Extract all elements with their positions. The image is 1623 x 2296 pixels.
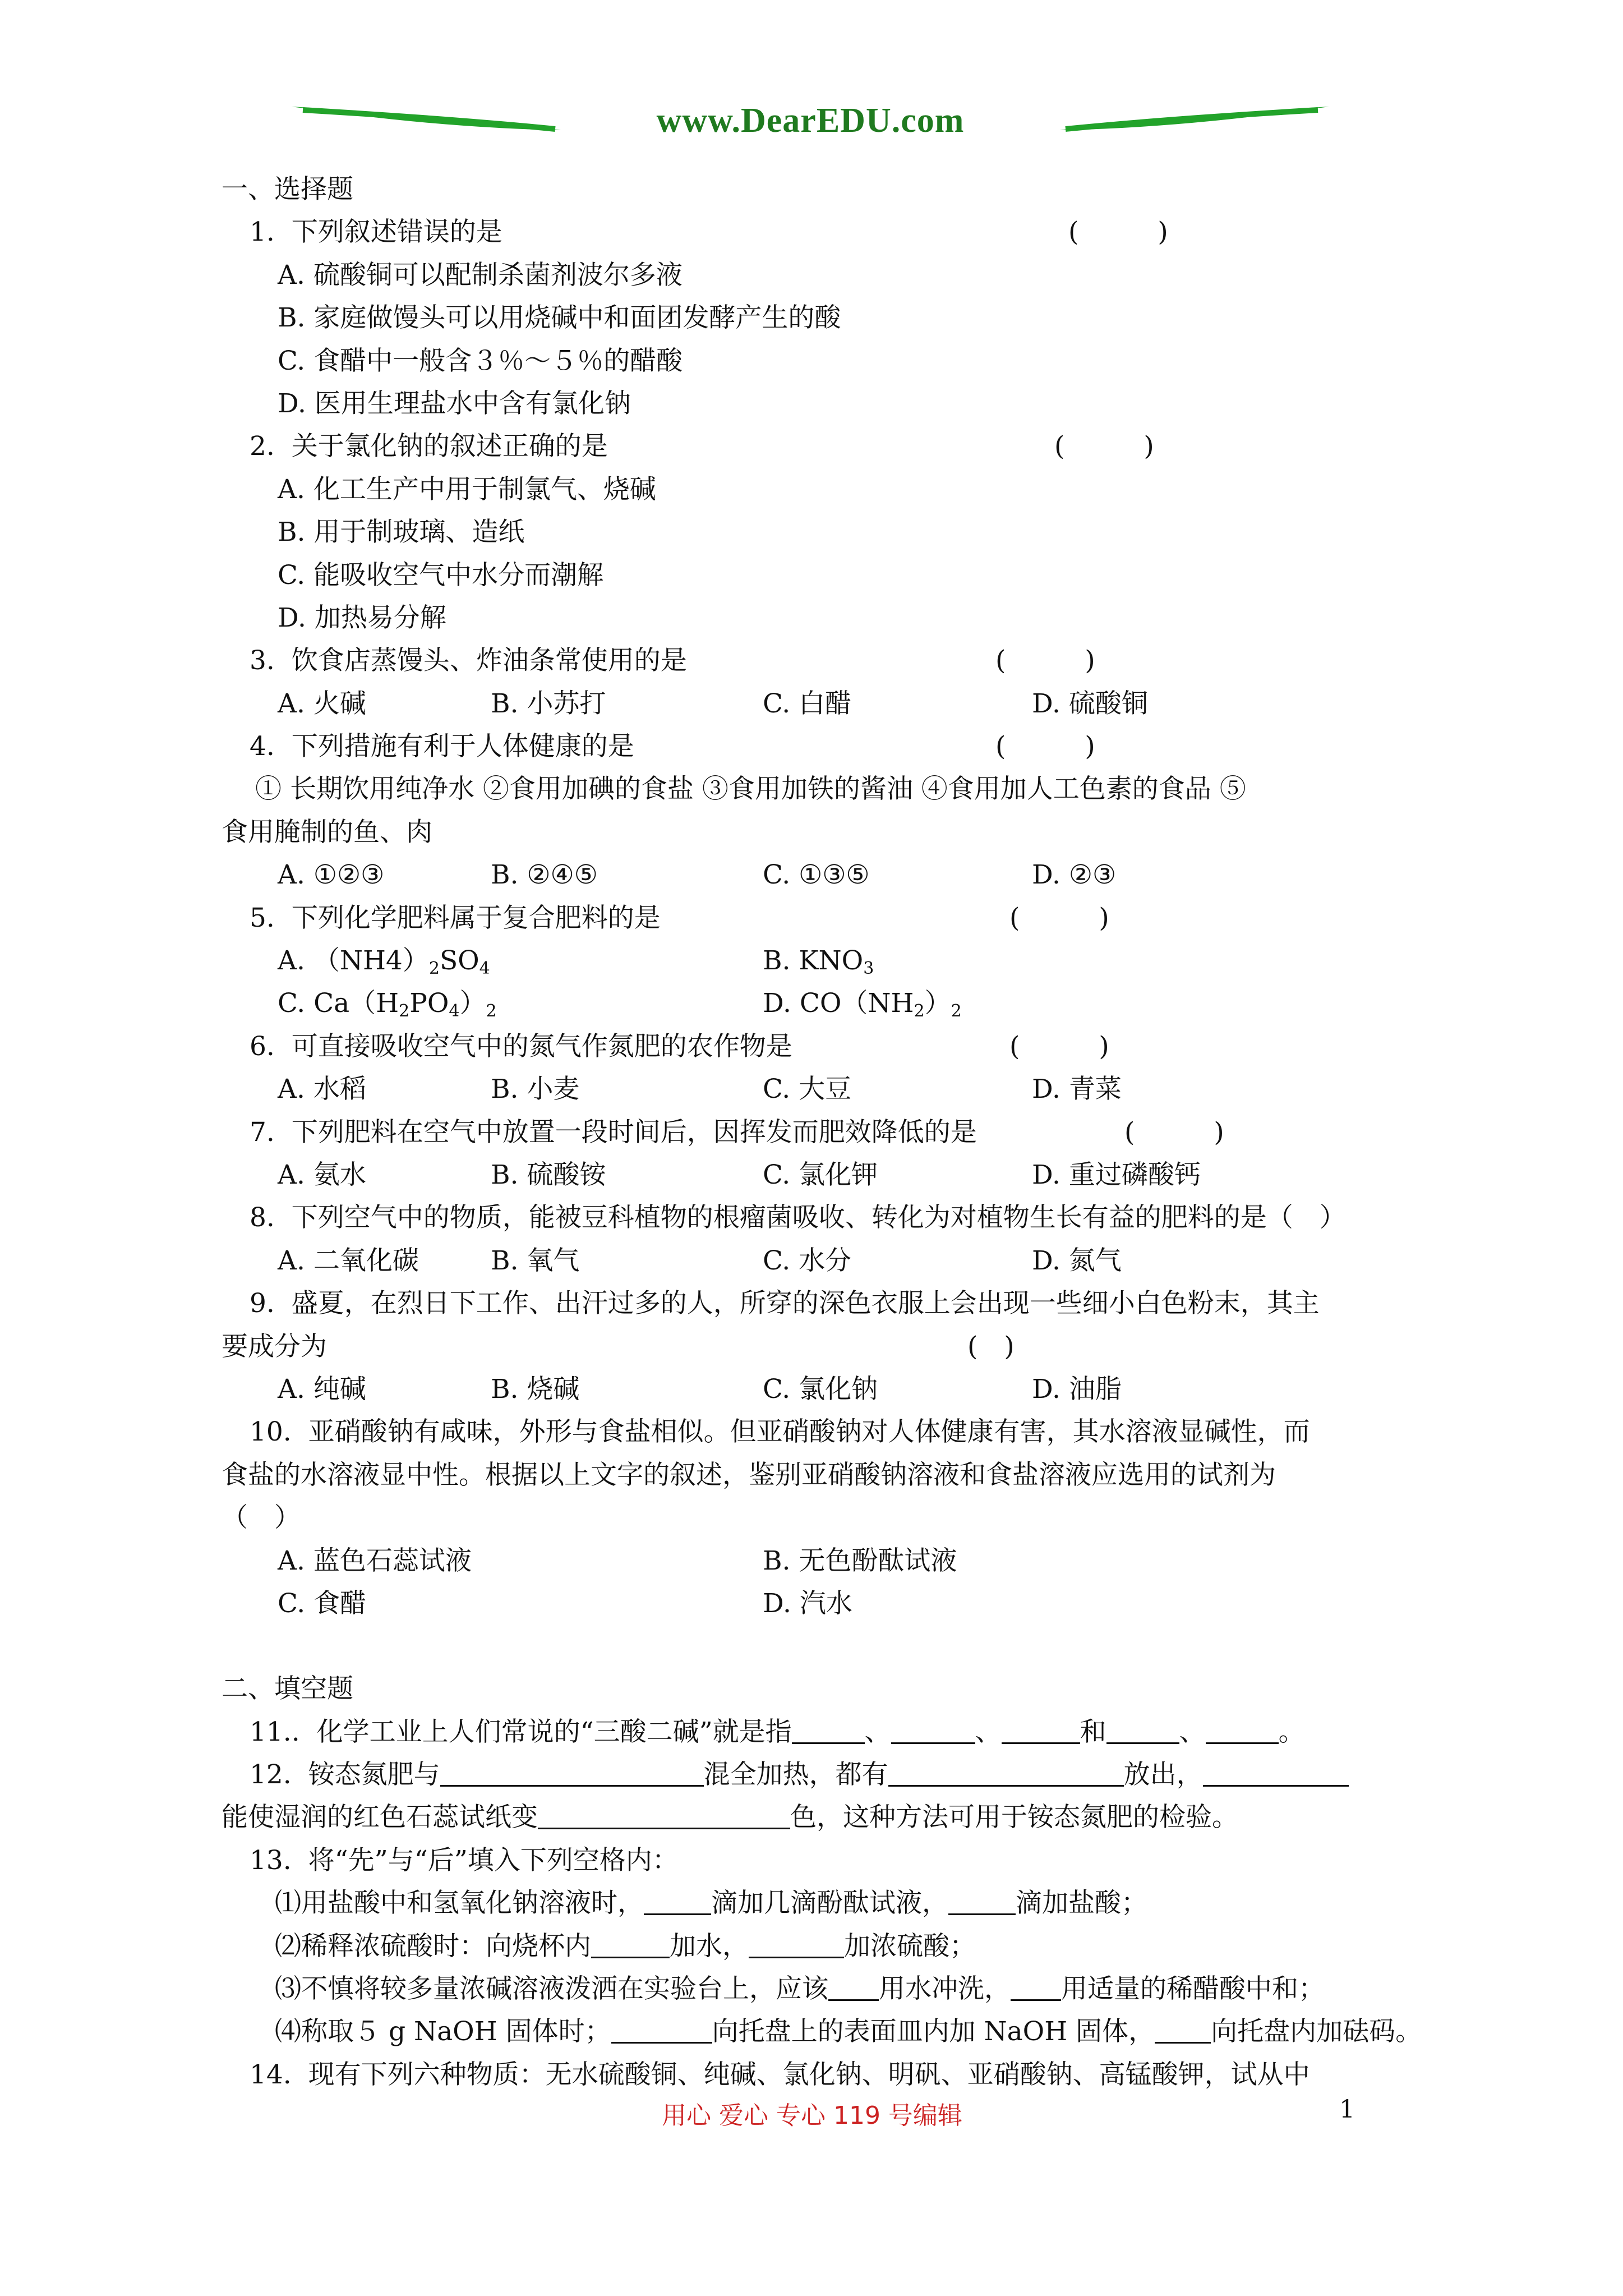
answer-paren: ( ) bbox=[967, 1331, 1015, 1362]
question-text: 可直接吸收空气中的氮气作氮肥的农作物是 bbox=[291, 1030, 792, 1062]
option-row bbox=[222, 1068, 1427, 1111]
option: C. 能吸收空气中水分而潮解 bbox=[278, 559, 604, 591]
option: D. 油脂 bbox=[1032, 1373, 1122, 1405]
option: A. 化工生产中用于制氯气、烧碱 bbox=[278, 473, 656, 505]
section-title: 二、填空题 bbox=[222, 1673, 353, 1705]
answer-paren: （ ） bbox=[222, 1502, 301, 1534]
option-row bbox=[222, 1582, 1427, 1625]
blank-field[interactable] bbox=[1011, 1971, 1061, 2001]
option-b: B. $KNO_3$ bbox=[763, 945, 874, 979]
question-7: 7. 下列肥料在空气中放置一段时间后，因挥发而肥效降低的是 ( ) bbox=[222, 1111, 1427, 1154]
question-text-cont: ① 长期饮用纯净水 ②食用加碘的食盐 ③食用加铁的酱油 ④食用加人工色素的食品 ⑤ bbox=[255, 774, 1246, 805]
option: D. 汽水 bbox=[763, 1588, 852, 1619]
blank-field[interactable] bbox=[749, 1929, 844, 1958]
option: A. 氨水 bbox=[278, 1159, 366, 1190]
question-text: 盛夏，在烈日下工作、出汗过多的人，所穿的深色衣服上会出现一些细小白色粉末，其主 bbox=[291, 1288, 1320, 1319]
option: D. 硫酸铜 bbox=[1032, 688, 1148, 719]
option-row bbox=[222, 1540, 1427, 1582]
question-4: 4. 下列措施有利于人体健康的是 ( ) bbox=[222, 725, 1427, 768]
option: C. 大豆 bbox=[763, 1074, 852, 1105]
answer-paren: ( ) bbox=[1054, 431, 1154, 462]
question-text: 下列空气中的物质，能被豆科植物的根瘤菌吸收、转化为对植物生长有益的肥料的是（ ） bbox=[291, 1202, 1346, 1234]
option: A. 纯碱 bbox=[278, 1373, 366, 1405]
blank-field[interactable] bbox=[1002, 1714, 1080, 1744]
sub-question: ⑶不慎将较多量浓碱溶液泼洒在实验台上，应该 用水冲洗， 用适量的稀醋酸中和； bbox=[222, 1968, 1427, 2010]
option: B. 家庭做馒头可以用烧碱中和面团发酵产生的酸 bbox=[278, 302, 841, 334]
site-header bbox=[292, 90, 1329, 157]
sub-question: ⑷称取５ g NaOH 固体时； 向托盘上的表面皿内加 NaOH 固体， 向托盘内加砝码。 bbox=[222, 2010, 1427, 2053]
option-row bbox=[222, 1240, 1427, 1282]
option: A. ①②③ bbox=[278, 859, 385, 891]
option: C. ①③⑤ bbox=[763, 859, 870, 891]
option: B. 硫酸铵 bbox=[491, 1159, 606, 1190]
footer-slogan: 用心 爱心 专心 119 号编辑 bbox=[662, 2101, 962, 2130]
page-footer bbox=[0, 2095, 1623, 2134]
question-8: 8. 下列空气中的物质，能被豆科植物的根瘤菌吸收、转化为对植物生长有益的肥料的是（ ） bbox=[250, 1202, 1346, 1234]
option-row bbox=[222, 982, 1427, 1025]
option: B. 烧碱 bbox=[491, 1373, 580, 1405]
option: B. 用于制玻璃、造纸 bbox=[278, 517, 525, 548]
option: D. ②③ bbox=[1032, 859, 1117, 891]
question-text: 饮食店蒸馒头、炸油条常使用的是 bbox=[291, 645, 687, 677]
question-text-cont: 要成分为 ( ) bbox=[222, 1326, 1427, 1368]
question-text: 关于氯化钠的叙述正确的是 bbox=[291, 431, 608, 462]
option: C. 食醋中一般含３％～５％的醋酸 bbox=[278, 345, 683, 376]
question-11: 11.. 化学工业上人们常说的“三酸二碱”就是指 、 、 和 、 。 bbox=[222, 1711, 1427, 1754]
document-body bbox=[222, 168, 1427, 2096]
blank-field[interactable] bbox=[644, 1885, 711, 1915]
blank-field[interactable] bbox=[1206, 1714, 1279, 1744]
option-a: A. $(NH4)_2SO_4$ bbox=[278, 945, 490, 979]
blank-field[interactable] bbox=[1106, 1714, 1179, 1744]
option: B. 小苏打 bbox=[491, 688, 606, 719]
question-text: 下列肥料在空气中放置一段时间后，因挥发而肥效降低的是 bbox=[291, 1116, 977, 1148]
option: D. 青菜 bbox=[1032, 1074, 1122, 1105]
question-13: 13. 将“先”与“后”填入下列空格内： bbox=[250, 1844, 679, 1876]
blank-field[interactable] bbox=[538, 1800, 790, 1829]
option: C. 水分 bbox=[763, 1245, 852, 1276]
option-d: D. $CO(NH_2)_2$ bbox=[763, 988, 962, 1022]
option: A. 硫酸铜可以配制杀菌剂波尔多液 bbox=[278, 259, 683, 291]
option: D. 医用生理盐水中含有氯化钠 bbox=[278, 388, 631, 419]
blank-field[interactable] bbox=[828, 1971, 879, 2001]
blank-field[interactable] bbox=[888, 1757, 1124, 1787]
option-row bbox=[222, 940, 1427, 982]
blank-field[interactable] bbox=[440, 1757, 704, 1787]
sub-question: ⑴用盐酸中和氢氧化钠溶液时， 滴加几滴酚酞试液， 滴加盐酸； bbox=[222, 1882, 1427, 1925]
option: A. 火碱 bbox=[278, 688, 366, 719]
option: A. 蓝色石蕊试液 bbox=[278, 1545, 472, 1576]
question-text: 亚硝酸钠有咸味，外形与食盐相似。但亚硝酸钠对人体健康有害，其水溶液显碱性，而 bbox=[308, 1416, 1310, 1448]
option-row bbox=[222, 1154, 1427, 1197]
option: D. 氮气 bbox=[1032, 1245, 1122, 1276]
question-12-cont: 能使湿润的红色石蕊试纸变 色，这种方法可用于铵态氮肥的检验。 bbox=[222, 1796, 1427, 1839]
blank-field[interactable] bbox=[948, 1885, 1016, 1915]
blank-field[interactable] bbox=[1155, 2014, 1211, 2044]
answer-paren: ( ) bbox=[1068, 217, 1168, 248]
option: B. 氧气 bbox=[491, 1245, 580, 1276]
section-title: 一、选择题 bbox=[222, 174, 353, 205]
answer-paren: ( ) bbox=[995, 731, 1095, 762]
question-text: 下列措施有利于人体健康的是 bbox=[291, 731, 634, 762]
answer-paren: ( ) bbox=[1009, 902, 1109, 933]
option: A. 二氧化碳 bbox=[278, 1245, 419, 1276]
option-row bbox=[222, 854, 1427, 896]
option-row bbox=[222, 1368, 1427, 1411]
question-1: 1. 下列叙述错误的是 ( ) bbox=[222, 211, 1427, 254]
question-12: 12. 铵态氮肥与 混全加热，都有 放出， bbox=[222, 1754, 1427, 1796]
site-url: www.DearEDU.com bbox=[656, 102, 965, 140]
question-6: 6. 可直接吸收空气中的氮气作氮肥的农作物是 ( ) bbox=[222, 1025, 1427, 1068]
option: B. 无色酚酞试液 bbox=[763, 1545, 957, 1576]
option: C. 氯化钠 bbox=[763, 1373, 878, 1405]
question-text: 下列化学肥料属于复合肥料的是 bbox=[291, 902, 661, 933]
option: D. 重过磷酸钙 bbox=[1032, 1159, 1201, 1190]
option: C. 白醋 bbox=[763, 688, 852, 719]
answer-paren: ( ) bbox=[995, 645, 1095, 677]
question-5: 5. 下列化学肥料属于复合肥料的是 ( ) bbox=[222, 897, 1427, 940]
sub-question: ⑵稀释浓硫酸时：向烧杯内 加水， 加浓硫酸； bbox=[222, 1925, 1427, 1968]
option: B. ②④⑤ bbox=[491, 859, 598, 891]
option-c: C. $Ca(H_2PO_4)_2$ bbox=[278, 988, 497, 1022]
option: C. 食醋 bbox=[278, 1588, 367, 1619]
blank-field[interactable] bbox=[591, 1929, 670, 1958]
option: D. 加热易分解 bbox=[278, 602, 446, 633]
question-text-cont: 食盐的水溶液显中性。根据以上文字的叙述，鉴别亚硝酸钠溶液和食盐溶液应选用的试剂为 bbox=[222, 1459, 1276, 1490]
page-number: 1 bbox=[1339, 2095, 1355, 2124]
question-2: 2. 关于氯化钠的叙述正确的是 ( ) bbox=[222, 425, 1427, 468]
question-text: 下列叙述错误的是 bbox=[291, 217, 502, 248]
option-row bbox=[222, 683, 1427, 725]
option: B. 小麦 bbox=[491, 1074, 580, 1105]
question-3: 3. 饮食店蒸馒头、炸油条常使用的是 ( ) bbox=[222, 639, 1427, 682]
option: C. 氯化钾 bbox=[763, 1159, 878, 1190]
option: A. 水稻 bbox=[278, 1074, 366, 1105]
question-9: 9. 盛夏，在烈日下工作、出汗过多的人，所穿的深色衣服上会出现一些细小白色粉末，其主 bbox=[250, 1288, 1320, 1319]
blank-field[interactable] bbox=[792, 1714, 865, 1744]
blank-field[interactable] bbox=[1203, 1757, 1349, 1787]
question-text-cont: 食用腌制的鱼、肉 bbox=[222, 816, 432, 848]
answer-paren: ( ) bbox=[1009, 1030, 1109, 1062]
answer-paren: ( ) bbox=[1124, 1116, 1224, 1148]
blank-field[interactable] bbox=[611, 2014, 712, 2044]
blank-field[interactable] bbox=[891, 1714, 975, 1744]
question-10: 10. 亚硝酸钠有咸味，外形与食盐相似。但亚硝酸钠对人体健康有害，其水溶液显碱性，而 bbox=[250, 1416, 1310, 1448]
question-14: 14. 现有下列六种物质：无水硫酸铜、纯碱、氯化钠、明矾、亚硝酸钠、高锰酸钾，试从中 bbox=[250, 2059, 1310, 2090]
